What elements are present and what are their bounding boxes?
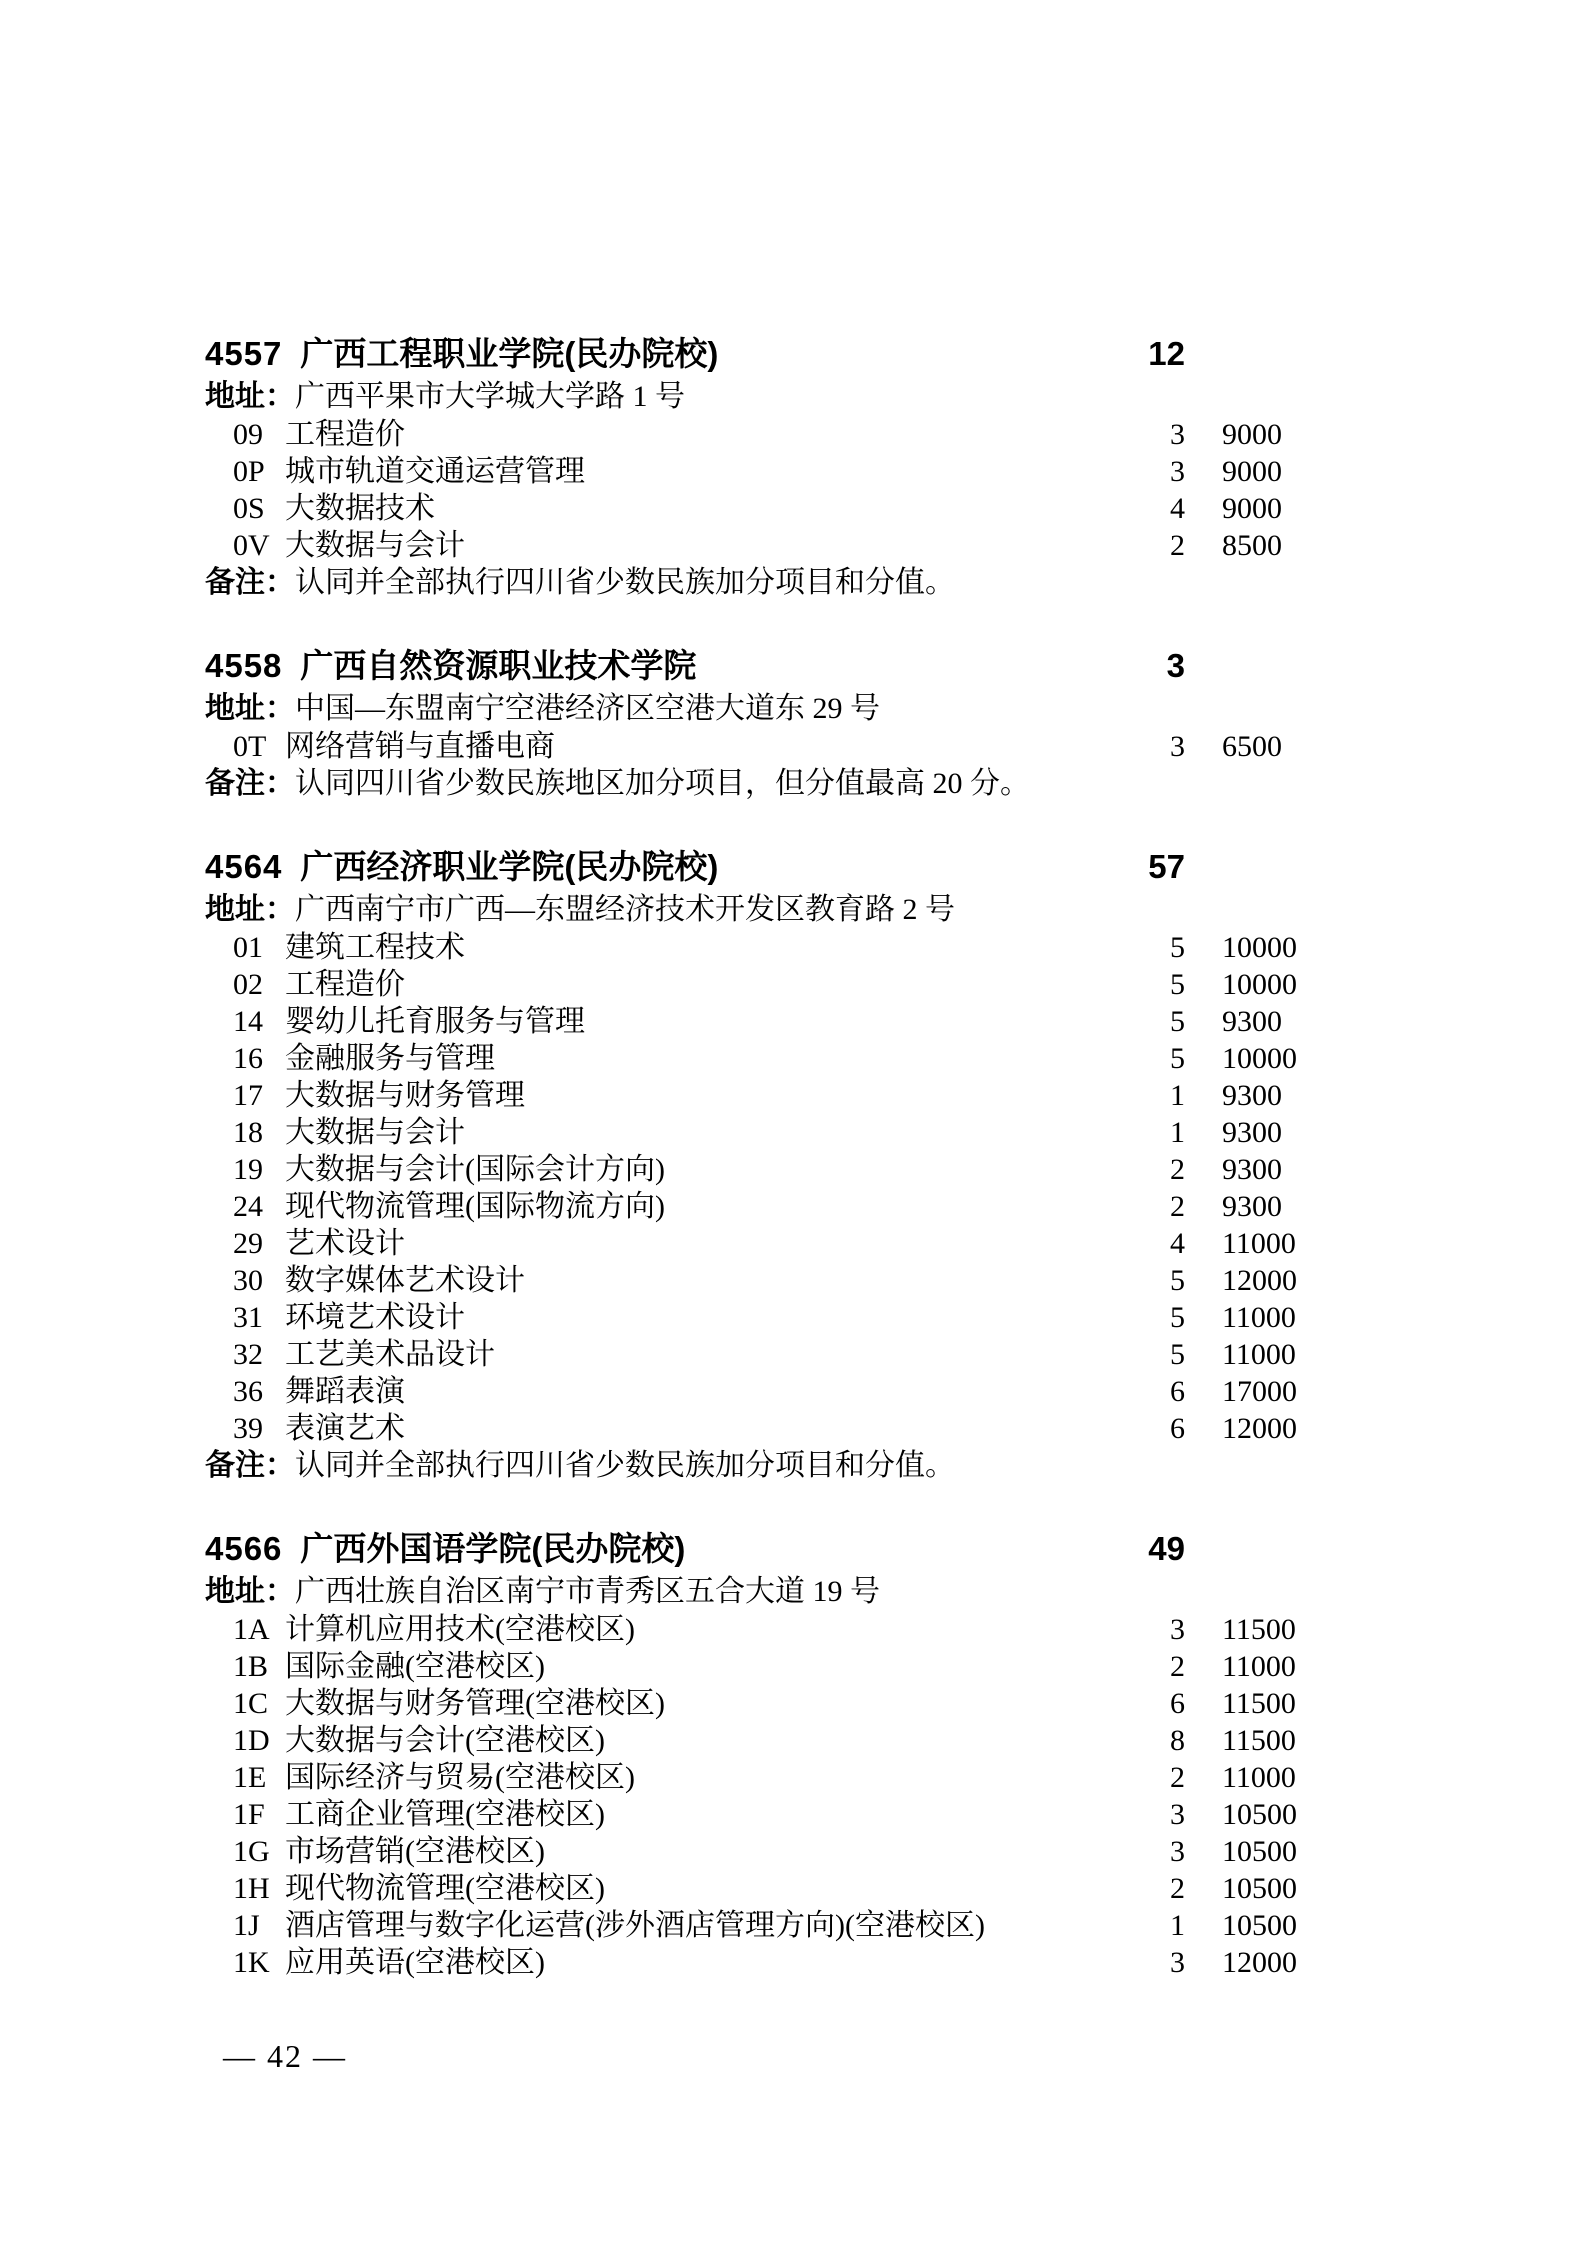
major-row [205, 1611, 1315, 1648]
major-row [205, 728, 1315, 765]
major-name: 大数据与财务管理(空港校区) [285, 1687, 665, 1720]
major-tuition-fee: 10500 [1222, 1835, 1297, 1868]
school-section [205, 330, 1315, 602]
major-plan-count: 1 [1170, 1116, 1185, 1149]
school-list [205, 330, 1315, 2021]
major-name: 国际金融(空港校区) [285, 1650, 545, 1683]
major-tuition-fee: 17000 [1222, 1375, 1297, 1408]
major-code: 0S [233, 492, 265, 525]
note-label: 备注： [205, 1449, 295, 1482]
major-row [205, 1410, 1315, 1447]
major-plan-count: 3 [1170, 730, 1185, 763]
address-label: 地址： [205, 692, 295, 725]
major-row [205, 1759, 1315, 1796]
major-tuition-fee: 12000 [1222, 1946, 1297, 1979]
major-plan-count: 6 [1170, 1412, 1185, 1445]
major-code: 0T [233, 730, 267, 763]
major-row [205, 1373, 1315, 1410]
major-name: 舞蹈表演 [285, 1375, 405, 1408]
major-plan-count: 3 [1170, 418, 1185, 451]
major-tuition-fee: 9000 [1222, 492, 1282, 525]
major-row [205, 1077, 1315, 1114]
major-tuition-fee: 11000 [1222, 1227, 1296, 1260]
major-row [205, 527, 1315, 564]
major-name: 现代物流管理(国际物流方向) [285, 1190, 665, 1223]
school-plan-total: 12 [1148, 335, 1185, 372]
major-tuition-fee: 11000 [1222, 1761, 1296, 1794]
address-label: 地址： [205, 1575, 295, 1608]
major-code: 30 [233, 1264, 263, 1297]
major-code: 1H [233, 1872, 270, 1905]
major-plan-count: 2 [1170, 529, 1185, 562]
school-code: 4566 [205, 1530, 283, 1567]
major-code: 36 [233, 1375, 263, 1408]
major-row [205, 1003, 1315, 1040]
major-code: 19 [233, 1153, 263, 1186]
major-code: 1F [233, 1798, 265, 1831]
school-section [205, 1525, 1315, 1981]
major-code: 1K [233, 1946, 270, 1979]
major-tuition-fee: 9000 [1222, 418, 1282, 451]
major-plan-count: 5 [1170, 931, 1185, 964]
school-plan-total: 3 [1166, 647, 1185, 684]
major-name: 大数据与会计 [285, 529, 465, 562]
major-plan-count: 5 [1170, 1042, 1185, 1075]
major-name: 数字媒体艺术设计 [285, 1264, 525, 1297]
major-name: 大数据与会计(空港校区) [285, 1724, 605, 1757]
major-code: 17 [233, 1079, 263, 1112]
major-plan-count: 2 [1170, 1650, 1185, 1683]
major-row [205, 453, 1315, 490]
address-label: 地址： [205, 380, 295, 413]
major-name: 金融服务与管理 [285, 1042, 495, 1075]
major-row [205, 1040, 1315, 1077]
major-tuition-fee: 9000 [1222, 455, 1282, 488]
major-tuition-fee: 9300 [1222, 1153, 1282, 1186]
major-name: 工程造价 [285, 968, 405, 1001]
major-name: 表演艺术 [285, 1412, 405, 1445]
major-code: 0V [233, 529, 270, 562]
major-row [205, 1796, 1315, 1833]
major-row [205, 1151, 1315, 1188]
address-value: 中国—东盟南宁空港经济区空港大道东 29 号 [295, 692, 880, 725]
major-tuition-fee: 11500 [1222, 1724, 1296, 1757]
school-code: 4564 [205, 848, 283, 885]
major-name: 市场营销(空港校区) [285, 1835, 545, 1868]
major-plan-count: 5 [1170, 1264, 1185, 1297]
major-plan-count: 5 [1170, 1338, 1185, 1371]
address-value: 广西平果市大学城大学路 1 号 [295, 380, 685, 413]
major-tuition-fee: 11000 [1222, 1301, 1296, 1334]
major-name: 工商企业管理(空港校区) [285, 1798, 605, 1831]
major-code: 1C [233, 1687, 269, 1720]
major-plan-count: 1 [1170, 1079, 1185, 1112]
major-name: 城市轨道交通运营管理 [285, 455, 585, 488]
major-name: 工程造价 [285, 418, 405, 451]
major-row [205, 1648, 1315, 1685]
major-plan-count: 6 [1170, 1687, 1185, 1720]
major-tuition-fee: 10500 [1222, 1798, 1297, 1831]
major-name: 计算机应用技术(空港校区) [285, 1613, 635, 1646]
major-row [205, 1870, 1315, 1907]
major-tuition-fee: 11500 [1222, 1687, 1296, 1720]
major-name: 现代物流管理(空港校区) [285, 1872, 605, 1905]
school-header [205, 330, 1315, 378]
note-label: 备注： [205, 566, 295, 599]
major-tuition-fee: 11500 [1222, 1613, 1296, 1646]
major-row [205, 1262, 1315, 1299]
major-plan-count: 3 [1170, 1835, 1185, 1868]
major-tuition-fee: 11000 [1222, 1650, 1296, 1683]
major-code: 1A [233, 1613, 270, 1646]
major-code: 24 [233, 1190, 263, 1223]
major-name: 建筑工程技术 [285, 931, 465, 964]
school-section [205, 843, 1315, 1485]
major-row [205, 1722, 1315, 1759]
major-plan-count: 8 [1170, 1724, 1185, 1757]
major-rows [205, 929, 1315, 1447]
major-row [205, 1188, 1315, 1225]
major-code: 1D [233, 1724, 270, 1757]
major-name: 应用英语(空港校区) [285, 1946, 545, 1979]
major-plan-count: 5 [1170, 1301, 1185, 1334]
address-value: 广西壮族自治区南宁市青秀区五合大道 19 号 [295, 1575, 880, 1608]
note-value: 认同并全部执行四川省少数民族加分项目和分值。 [295, 1449, 955, 1482]
address-label: 地址： [205, 893, 295, 926]
major-row [205, 1336, 1315, 1373]
school-header [205, 1525, 1315, 1573]
address-line [205, 1573, 1315, 1611]
major-name: 艺术设计 [285, 1227, 405, 1260]
note-value: 认同并全部执行四川省少数民族加分项目和分值。 [295, 566, 955, 599]
school-header [205, 642, 1315, 690]
major-code: 1J [233, 1909, 260, 1942]
major-row [205, 1685, 1315, 1722]
major-rows [205, 416, 1315, 564]
major-plan-count: 2 [1170, 1153, 1185, 1186]
major-name: 环境艺术设计 [285, 1301, 465, 1334]
major-plan-count: 3 [1170, 455, 1185, 488]
major-tuition-fee: 9300 [1222, 1079, 1282, 1112]
school-name: 广西经济职业学院(民办院校) [300, 848, 719, 885]
major-plan-count: 3 [1170, 1798, 1185, 1831]
major-plan-count: 2 [1170, 1761, 1185, 1794]
school-code: 4557 [205, 335, 283, 372]
major-code: 02 [233, 968, 263, 1001]
major-code: 1G [233, 1835, 270, 1868]
address-line [205, 690, 1315, 728]
major-row [205, 929, 1315, 966]
major-name: 大数据与会计 [285, 1116, 465, 1149]
school-header [205, 843, 1315, 891]
major-row [205, 1907, 1315, 1944]
major-code: 18 [233, 1116, 263, 1149]
major-rows [205, 728, 1315, 765]
major-plan-count: 5 [1170, 1005, 1185, 1038]
major-row [205, 1225, 1315, 1262]
note-line [205, 564, 1315, 602]
major-code: 31 [233, 1301, 263, 1334]
major-name: 大数据与会计(国际会计方向) [285, 1153, 665, 1186]
major-row [205, 1114, 1315, 1151]
major-code: 29 [233, 1227, 263, 1260]
major-row [205, 1299, 1315, 1336]
major-row [205, 966, 1315, 1003]
major-row [205, 416, 1315, 453]
major-tuition-fee: 10000 [1222, 968, 1297, 1001]
note-line [205, 765, 1315, 803]
major-plan-count: 5 [1170, 968, 1185, 1001]
major-plan-count: 4 [1170, 492, 1185, 525]
major-name: 大数据与财务管理 [285, 1079, 525, 1112]
major-plan-count: 3 [1170, 1946, 1185, 1979]
major-tuition-fee: 10000 [1222, 1042, 1297, 1075]
major-code: 1B [233, 1650, 269, 1683]
note-label: 备注： [205, 767, 295, 800]
major-tuition-fee: 10500 [1222, 1909, 1297, 1942]
school-name: 广西外国语学院(民办院校) [300, 1530, 686, 1567]
major-tuition-fee: 9300 [1222, 1116, 1282, 1149]
address-line [205, 378, 1315, 416]
major-tuition-fee: 10500 [1222, 1872, 1297, 1905]
address-line [205, 891, 1315, 929]
note-value: 认同四川省少数民族地区加分项目，但分值最高 20 分。 [295, 767, 1030, 800]
footer-left-dash: — [223, 2038, 257, 2074]
major-tuition-fee: 12000 [1222, 1264, 1297, 1297]
major-row [205, 1944, 1315, 1981]
major-plan-count: 2 [1170, 1190, 1185, 1223]
major-code: 16 [233, 1042, 263, 1075]
major-code: 01 [233, 931, 263, 964]
major-code: 39 [233, 1412, 263, 1445]
major-rows [205, 1611, 1315, 1981]
major-name: 网络营销与直播电商 [285, 730, 555, 763]
major-name: 婴幼儿托育服务与管理 [285, 1005, 585, 1038]
school-plan-total: 49 [1148, 1530, 1185, 1567]
major-name: 酒店管理与数字化运营(涉外酒店管理方向)(空港校区) [285, 1909, 985, 1942]
major-plan-count: 1 [1170, 1909, 1185, 1942]
school-name: 广西自然资源职业技术学院 [300, 647, 697, 684]
school-name: 广西工程职业学院(民办院校) [300, 335, 719, 372]
major-name: 大数据技术 [285, 492, 435, 525]
note-line [205, 1447, 1315, 1485]
major-code: 1E [233, 1761, 267, 1794]
page-number [213, 2038, 357, 2075]
major-code: 0P [233, 455, 265, 488]
major-plan-count: 4 [1170, 1227, 1185, 1260]
major-plan-count: 3 [1170, 1613, 1185, 1646]
major-tuition-fee: 11000 [1222, 1338, 1296, 1371]
major-name: 国际经济与贸易(空港校区) [285, 1761, 635, 1794]
major-name: 工艺美术品设计 [285, 1338, 495, 1371]
school-plan-total: 57 [1148, 848, 1185, 885]
major-row [205, 490, 1315, 527]
footer-right-dash: — [313, 2038, 347, 2074]
major-plan-count: 6 [1170, 1375, 1185, 1408]
major-tuition-fee: 8500 [1222, 529, 1282, 562]
major-code: 09 [233, 418, 263, 451]
major-tuition-fee: 10000 [1222, 931, 1297, 964]
major-tuition-fee: 9300 [1222, 1005, 1282, 1038]
major-tuition-fee: 6500 [1222, 730, 1282, 763]
school-section [205, 642, 1315, 803]
major-tuition-fee: 12000 [1222, 1412, 1297, 1445]
major-code: 32 [233, 1338, 263, 1371]
footer-page-number: 42 [267, 2038, 303, 2074]
major-row [205, 1833, 1315, 1870]
major-code: 14 [233, 1005, 263, 1038]
address-value: 广西南宁市广西—东盟经济技术开发区教育路 2 号 [295, 893, 955, 926]
major-tuition-fee: 9300 [1222, 1190, 1282, 1223]
school-code: 4558 [205, 647, 283, 684]
major-plan-count: 2 [1170, 1872, 1185, 1905]
